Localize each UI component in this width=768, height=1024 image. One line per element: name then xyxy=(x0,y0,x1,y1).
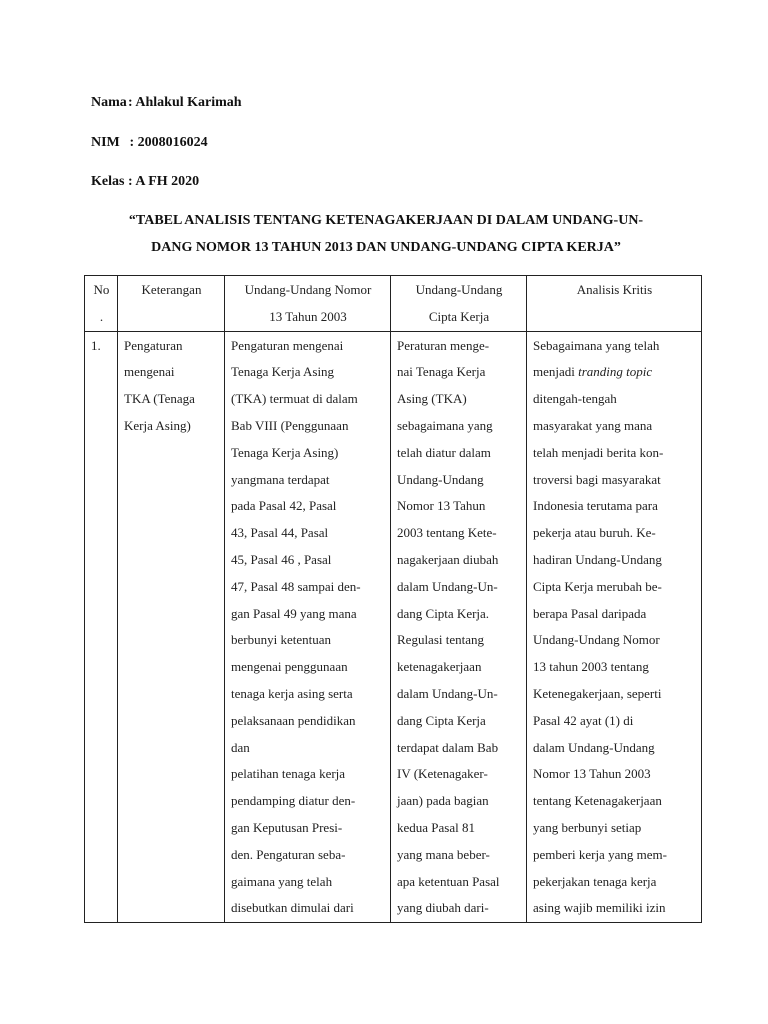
analisis-line: berapa Pasal daripada xyxy=(533,605,647,621)
cell-uu13 xyxy=(225,331,391,923)
ciptakerja-line: yang diubah dari- xyxy=(397,900,489,916)
keterangan-line: TKA (Tenaga xyxy=(124,391,195,407)
ciptakerja-line: kedua Pasal 81 xyxy=(397,819,475,835)
analisis-line: asing wajib memiliki izin xyxy=(533,900,666,916)
uu13-line: Tenaga Kerja Asing xyxy=(231,364,335,380)
title-line-1: “TABEL ANALISIS TENTANG KETENAGAKERJAAN DI DALAM UNDANG-UN- xyxy=(128,213,644,228)
analisis-line: 13 tahun 2003 tentang xyxy=(533,659,649,675)
cell-analisis xyxy=(527,331,702,923)
document-title xyxy=(86,207,686,261)
uu13-line: gan Pasal 49 yang mana xyxy=(231,605,357,621)
analisis-line: telah menjadi berita kon- xyxy=(533,444,664,460)
analisis-line: Cipta Kerja merubah be- xyxy=(533,578,662,594)
ciptakerja-line: dang Cipta Kerja. xyxy=(397,605,490,621)
ciptakerja-line: sebagaimana yang xyxy=(397,417,493,433)
uu13-line: pada Pasal 42, Pasal xyxy=(231,498,337,514)
table-header-row xyxy=(85,276,702,332)
keterangan-line: Kerja Asing) xyxy=(124,417,191,433)
analisis-line: Sebagaimana yang telah xyxy=(533,337,660,353)
nama-label: Nama xyxy=(91,95,127,110)
uu13-line: pendamping diatur den- xyxy=(231,793,356,809)
ciptakerja-line: Peraturan menge- xyxy=(397,337,490,353)
header-no-line: No xyxy=(93,282,110,297)
ciptakerja-line: Nomor 13 Tahun xyxy=(397,498,486,514)
cell-ciptakerja xyxy=(391,331,527,923)
ciptakerja-line: jaan) pada bagian xyxy=(397,793,489,809)
analisis-line: hadiran Undang-Undang xyxy=(533,551,662,567)
uu13-line: Pengaturan mengenai xyxy=(231,337,344,353)
ciptakerja-line: ketenagakerjaan xyxy=(397,659,482,675)
ciptakerja-line: apa ketentuan Pasal xyxy=(397,873,500,889)
kelas-value: : A FH 2020 xyxy=(128,174,200,189)
analisis-line: Pasal 42 ayat (1) di xyxy=(533,712,634,728)
header-uu13-line: 13 Tahun 2003 xyxy=(269,308,347,324)
kelas-line xyxy=(91,173,199,191)
ciptakerja-line: Undang-Undang xyxy=(397,471,484,487)
keterangan-line: Pengaturan xyxy=(124,337,183,353)
analisis-line: Undang-Undang Nomor xyxy=(533,632,660,648)
analisis-line: tentang Ketenagakerjaan xyxy=(533,793,662,809)
uu13-line: disebutkan dimulai dari xyxy=(231,900,354,916)
header-ciptakerja-line: Cipta Kerja xyxy=(428,308,490,324)
uu13-line: dan xyxy=(231,739,250,755)
nama-value: : Ahlakul Karimah xyxy=(128,95,242,110)
uu13-line: gan Keputusan Presi- xyxy=(231,819,343,835)
analisis-line: masyarakat yang mana xyxy=(533,417,653,433)
header-ciptakerja-line: Undang-Undang xyxy=(415,282,503,297)
nama-line xyxy=(91,94,242,112)
uu13-line: Bab VIII (Penggunaan xyxy=(231,417,349,433)
uu13-line: berbunyi ketentuan xyxy=(231,632,331,648)
uu13-line: Tenaga Kerja Asing) xyxy=(231,444,339,460)
analisis-line: pekerja atau buruh. Ke- xyxy=(533,525,656,541)
uu13-line: gaimana yang telah xyxy=(231,873,333,889)
analisis-line: troversi bagi masyarakat xyxy=(533,471,661,487)
analisis-line: Indonesia terutama para xyxy=(533,498,658,514)
header-keterangan xyxy=(118,276,225,332)
ciptakerja-line: nai Tenaga Kerja xyxy=(397,364,486,380)
uu13-line: den. Pengaturan seba- xyxy=(231,846,346,862)
uu13-line: 45, Pasal 46 , Pasal xyxy=(231,551,332,567)
ciptakerja-line: yang mana beber- xyxy=(397,846,490,862)
analisis-text: menjadi xyxy=(533,364,579,380)
uu13-line: mengenai penggunaan xyxy=(231,659,348,675)
nim-label: NIM xyxy=(91,135,120,150)
analisis-line: Ketenegakerjaan, seperti xyxy=(533,685,662,701)
uu13-line: 47, Pasal 48 sampai den- xyxy=(231,578,361,594)
header-uu13-line: Undang-Undang Nomor xyxy=(244,282,372,297)
analisis-line: Nomor 13 Tahun 2003 xyxy=(533,766,651,782)
header-keterangan-line: Keterangan xyxy=(141,282,202,297)
ciptakerja-line: dalam Undang-Un- xyxy=(397,578,498,594)
ciptakerja-line: terdapat dalam Bab xyxy=(397,739,499,755)
uu13-line: pelatihan tenaga kerja xyxy=(231,766,346,782)
ciptakerja-line: dang Cipta Kerja xyxy=(397,712,486,728)
uu13-line: pelaksanaan pendidikan xyxy=(231,712,356,728)
analisis-line: pekerjakan tenaga kerja xyxy=(533,873,657,889)
ciptakerja-line: IV (Ketenagaker- xyxy=(397,766,488,782)
uu13-line: tenaga kerja asing serta xyxy=(231,685,353,701)
analisis-line: dalam Undang-Undang xyxy=(533,739,655,755)
row-number: 1. xyxy=(91,337,101,353)
analisis-line: ditengah-tengah xyxy=(533,391,617,407)
header-analisis-line: Analisis Kritis xyxy=(576,282,653,297)
ciptakerja-line: Regulasi tentang xyxy=(397,632,485,648)
ciptakerja-line: 2003 tentang Kete- xyxy=(397,525,497,541)
ciptakerja-line: telah diatur dalam xyxy=(397,444,491,460)
header-no-line: . xyxy=(99,308,104,324)
header-uu13 xyxy=(225,276,391,332)
nim-line xyxy=(91,134,208,152)
header-no xyxy=(85,276,118,332)
header-analisis xyxy=(527,276,702,332)
analisis-italic-text: tranding topic xyxy=(578,364,653,380)
table-row xyxy=(85,331,702,923)
uu13-line: yangmana terdapat xyxy=(231,471,330,487)
uu13-line: 43, Pasal 44, Pasal xyxy=(231,525,329,541)
ciptakerja-line: dalam Undang-Un- xyxy=(397,685,498,701)
analisis-line: pemberi kerja yang mem- xyxy=(533,846,667,862)
nim-value: : 2008016024 xyxy=(129,135,208,150)
header-ciptakerja xyxy=(391,276,527,332)
analysis-table xyxy=(84,275,702,923)
analisis-line xyxy=(533,359,696,386)
uu13-line: (TKA) termuat di dalam xyxy=(231,391,358,407)
cell-no xyxy=(85,331,118,923)
title-line-2: DANG NOMOR 13 TAHUN 2013 DAN UNDANG-UNDANG CIPTA KERJA” xyxy=(151,240,621,255)
analisis-line: yang berbunyi setiap xyxy=(533,819,642,835)
keterangan-line: mengenai xyxy=(124,364,175,380)
kelas-label: Kelas xyxy=(91,174,125,189)
ciptakerja-line: nagakerjaan diubah xyxy=(397,551,499,567)
ciptakerja-line: Asing (TKA) xyxy=(397,391,467,407)
cell-keterangan xyxy=(118,331,225,923)
